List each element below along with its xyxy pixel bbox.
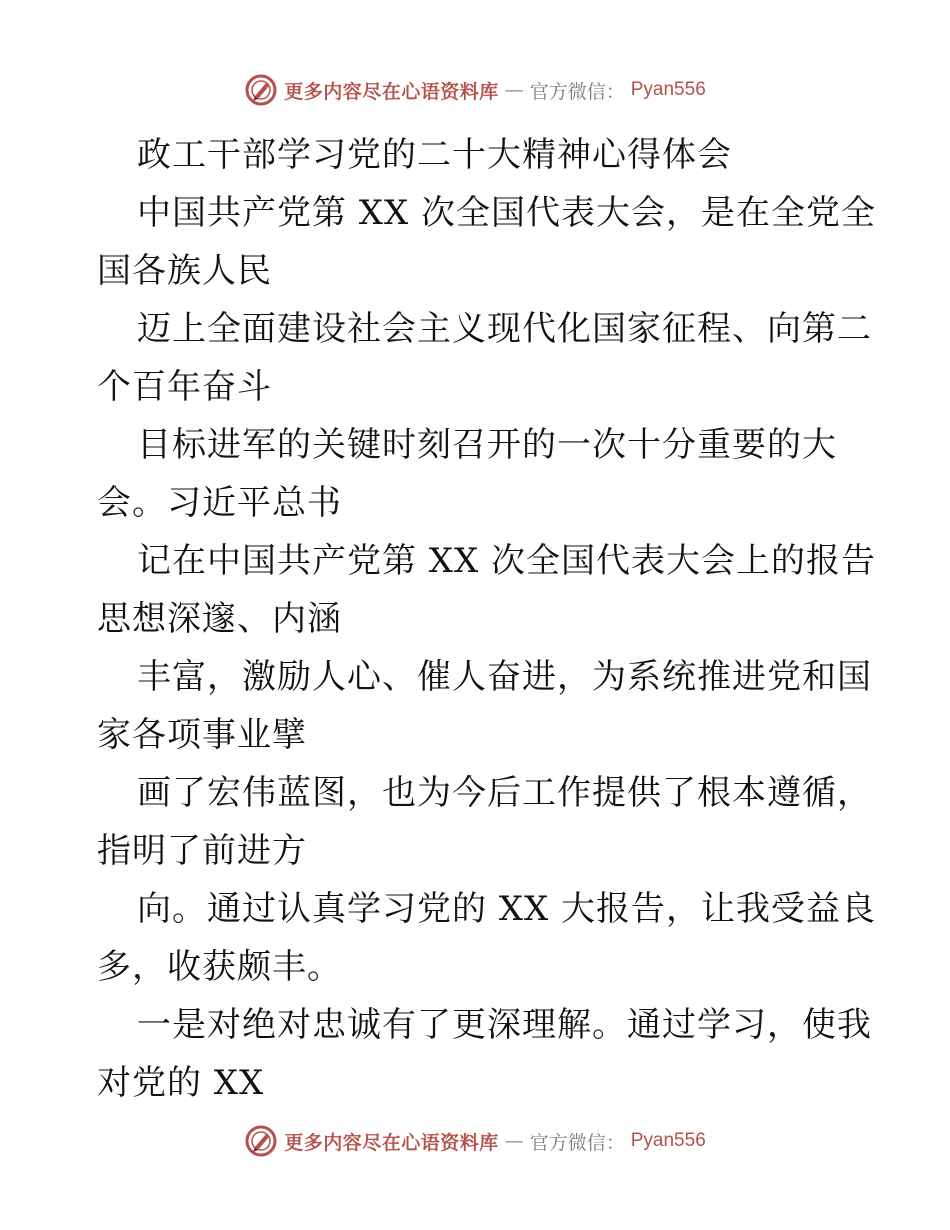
watermark-wechat-label: 官方微信： — [529, 1131, 625, 1154]
document-line: 目标进军的关键时刻召开的一次十分重要的大 — [137, 425, 837, 465]
document-line: 画了宏伟蓝图，也为今后工作提供了根本遵循， — [137, 773, 872, 813]
watermark-wechat-id: Pyan556 — [630, 1130, 706, 1151]
document-line: 一是对绝对忠诚有了更深理解。通过学习，使我 — [137, 1005, 872, 1045]
watermark-dash: — — [504, 79, 524, 101]
document-line: 思想深邃、内涵 — [97, 599, 342, 639]
watermark-main-text: 更多内容尽在心语资料库 — [284, 1131, 499, 1154]
header-watermark — [0, 70, 950, 110]
document-line: 对党的 XX — [97, 1063, 265, 1103]
pen-nib-icon — [244, 1124, 278, 1158]
document-line: 多，收获颇丰。 — [97, 947, 342, 987]
document-line: 中国共产党第 XX 次全国代表大会，是在全党全 — [137, 193, 877, 233]
document-line: 政工干部学习党的二十大精神心得体会 — [137, 135, 732, 175]
document-line: 个百年奋斗 — [97, 367, 272, 407]
document-line: 迈上全面建设社会主义现代化国家征程、向第二 — [137, 309, 872, 349]
footer-watermark — [0, 1121, 950, 1161]
watermark-wechat-label: 官方微信： — [529, 80, 625, 103]
watermark-dash: — — [504, 1130, 524, 1152]
document-line: 指明了前进方 — [97, 831, 307, 871]
document-body — [97, 126, 877, 1112]
document-line: 向。通过认真学习党的 XX 大报告，让我受益良 — [137, 889, 877, 929]
pen-nib-icon — [244, 73, 278, 107]
document-line: 丰富，激励人心、催人奋进，为系统推进党和国 — [137, 657, 872, 697]
document-line: 会。习近平总书 — [97, 483, 342, 523]
document-line: 国各族人民 — [97, 251, 272, 291]
document-line: 家各项事业擘 — [97, 715, 307, 755]
watermark-main-text: 更多内容尽在心语资料库 — [284, 80, 499, 103]
document-line: 记在中国共产党第 XX 次全国代表大会上的报告 — [137, 541, 877, 581]
watermark-wechat-id: Pyan556 — [630, 79, 706, 100]
